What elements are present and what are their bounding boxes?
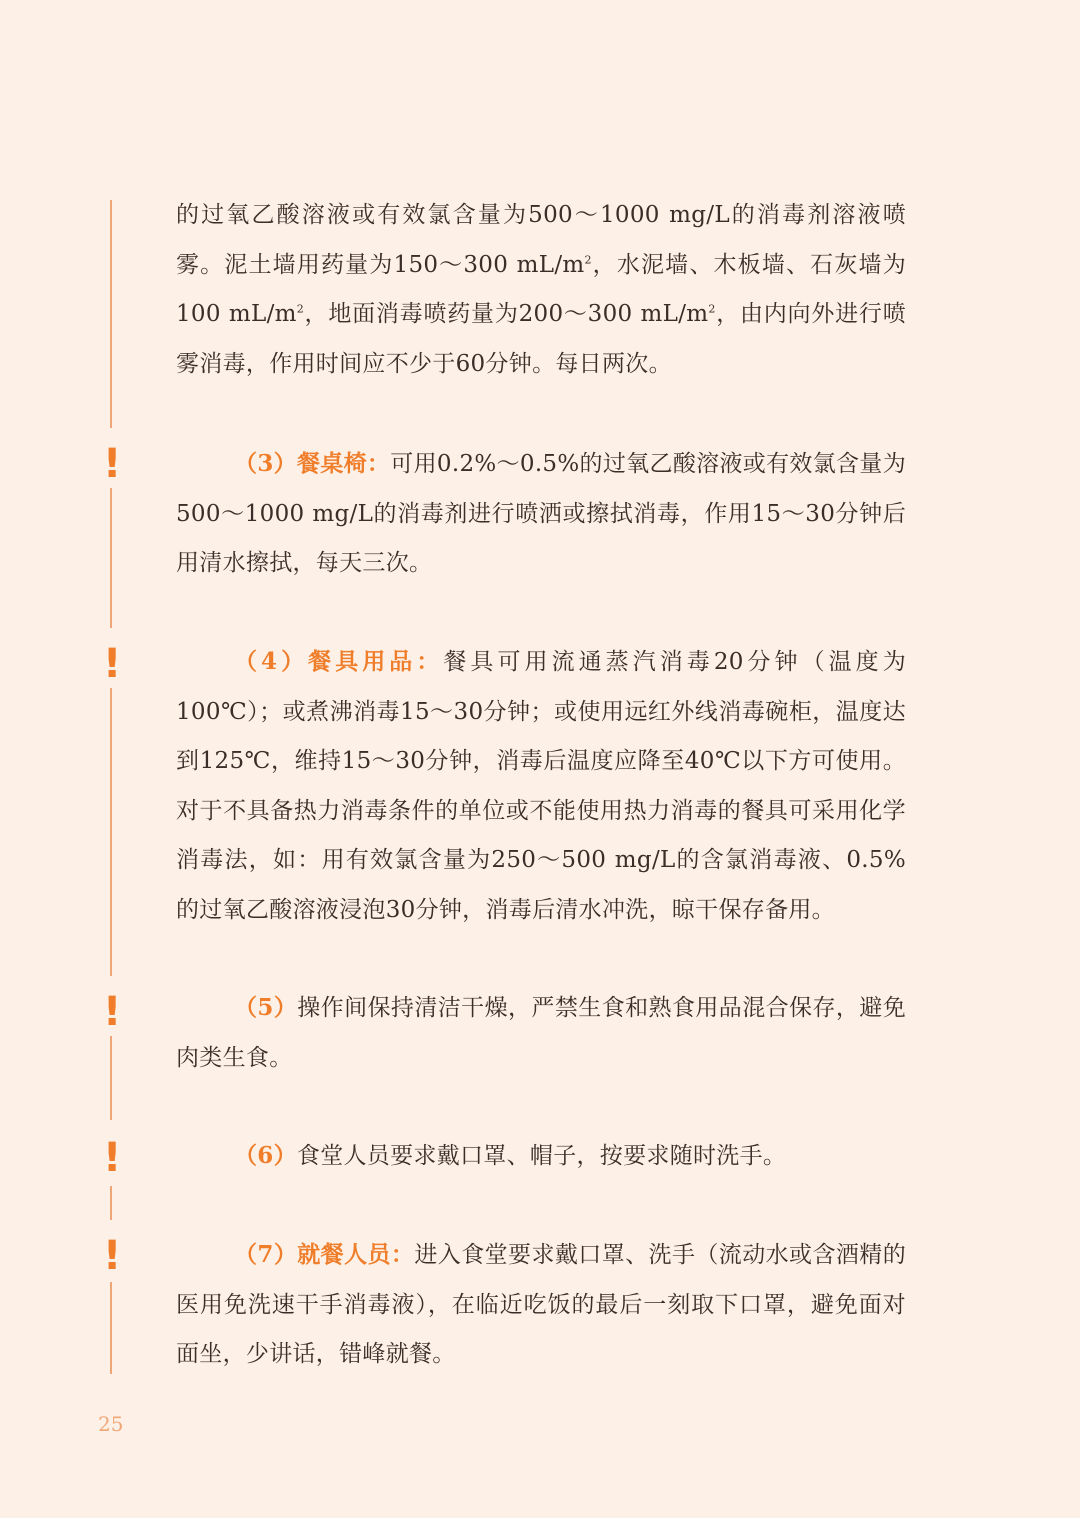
superscript: 2 (296, 302, 305, 316)
intro-text-1: 的过氧乙酸溶液或有效氯含量为500～1000 mg/L的消毒剂溶液喷雾。泥土墙用药量为150～300 mL/m (176, 202, 906, 278)
item-keyword: 餐具用品： (308, 648, 444, 675)
margin-line (110, 488, 112, 628)
margin-line (110, 1282, 112, 1374)
item-number: （4） (234, 648, 309, 675)
margin-line (110, 1036, 112, 1120)
item-keyword: 餐桌椅： (296, 450, 391, 477)
item-number: （6） (234, 1142, 297, 1169)
exclamation-icon: ! (103, 1233, 122, 1279)
item-text: 操作间保持清洁干燥，严禁生食和熟食用品混合保存，避免肉类生食。 (176, 995, 906, 1071)
superscript: 2 (708, 302, 716, 316)
item-number: （7） (234, 1241, 298, 1268)
margin-line (110, 688, 112, 976)
intro-paragraph (176, 191, 906, 389)
margin-line (110, 200, 112, 428)
page-number: 25 (98, 1412, 124, 1436)
margin-line (110, 1186, 112, 1220)
intro-text-4: ，由内向外进行喷雾消毒，作用时间应不少于60分钟。每日两次。 (176, 301, 906, 377)
exclamation-icon: ! (103, 641, 122, 687)
exclamation-icon: ! (103, 441, 122, 487)
exclamation-icon: ! (103, 1135, 122, 1181)
item-text: 食堂人员要求戴口罩、帽子，按要求随时洗手。 (296, 1143, 787, 1169)
item-keyword: 就餐人员： (297, 1241, 415, 1268)
superscript: 2 (584, 252, 592, 266)
item-3-paragraph (176, 439, 906, 589)
intro-text-2: ，水泥墙、木板墙、石灰墙为100 mL/m (176, 251, 906, 327)
intro-text-3: ，地面消毒喷药量为200～300 mL/m (304, 301, 709, 327)
item-text: 可用0.2%～0.5%的过氧乙酸溶液或有效氯含量为500～1000 mg/L的消毒剂进行喷洒或擦拭消毒，作用15～30分钟后用清水擦拭，每天三次。 (176, 451, 907, 576)
item-6-paragraph (176, 1131, 906, 1182)
exclamation-icon: ! (103, 989, 122, 1035)
item-number: （3） (234, 450, 297, 477)
item-number: （5） (234, 994, 298, 1021)
item-4-paragraph (176, 637, 906, 935)
item-5-paragraph (176, 983, 906, 1083)
item-text: 餐具可用流通蒸汽消毒20分钟（温度为100℃）；或煮沸消毒15～30分钟；或使用远红外线消毒碗柜，温度达到125℃，维持15～30分钟，消毒后温度应降至40℃以下方可使用。对于不具备热力消毒条件的单位或不能使用热力消毒的餐具可采用化学消毒法，如：用有效氯含量为250～500 mg/L的含氯消毒液、0.5%的过氧乙酸溶液浸泡30分钟，消毒后清水冲洗，晾干保存备用。 (176, 649, 907, 923)
item-7-paragraph (176, 1230, 906, 1380)
item-text: 进入食堂要求戴口罩、洗手（流动水或含酒精的医用免洗速干手消毒液），在临近吃饭的最后一刻取下口罩，避免面对面坐，少讲话，错峰就餐。 (176, 1242, 907, 1367)
